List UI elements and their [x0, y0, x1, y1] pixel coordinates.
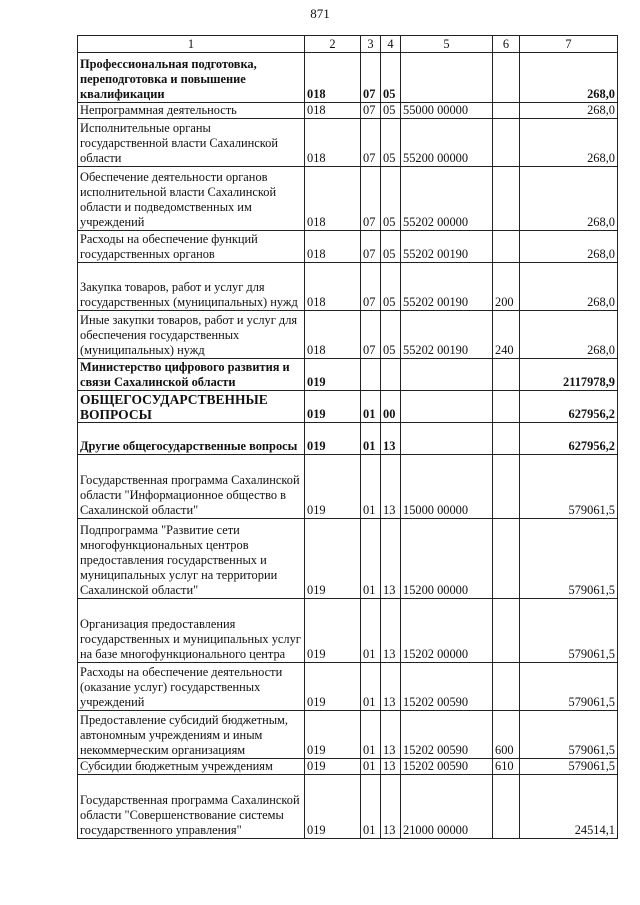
row-expense-type-cell [493, 119, 520, 167]
row-name-cell: Обеспечение деятельности органов исполнительной власти Сахалинской области и подведомственных им учреждений [78, 167, 305, 231]
row-expense-type-cell [493, 455, 520, 519]
row-name-cell: Профессиональная подготовка, переподготовка и повышение квалификации [78, 53, 305, 103]
table-row [78, 391, 618, 423]
row-subsection-cell [381, 359, 401, 391]
row-target-code-cell: 55000 00000 [401, 103, 493, 119]
row-name-cell: Другие общегосударственные вопросы [78, 423, 305, 455]
row-section-cell: 01 [361, 423, 381, 455]
row-expense-type-cell: 610 [493, 759, 520, 775]
row-subsection-cell: 13 [381, 759, 401, 775]
row-admin-code-cell: 019 [305, 711, 361, 759]
row-name-cell: Иные закупки товаров, работ и услуг для обеспечения государственных (муниципальных) нужд [78, 311, 305, 359]
header-col-2: 2 [305, 36, 361, 53]
row-expense-type-cell [493, 391, 520, 423]
row-target-code-cell [401, 53, 493, 103]
row-target-code-cell: 55202 00190 [401, 263, 493, 311]
table-row [78, 167, 618, 231]
row-subsection-cell: 13 [381, 519, 401, 599]
row-subsection-cell: 05 [381, 231, 401, 263]
row-target-code-cell [401, 423, 493, 455]
table-row [78, 359, 618, 391]
table-row [78, 311, 618, 359]
row-subsection-cell: 13 [381, 599, 401, 663]
row-subsection-cell: 05 [381, 103, 401, 119]
row-section-cell: 07 [361, 119, 381, 167]
row-section-cell [361, 359, 381, 391]
row-amount-cell: 24514,1 [520, 775, 618, 839]
row-expense-type-cell [493, 599, 520, 663]
row-admin-code-cell: 018 [305, 167, 361, 231]
row-section-cell: 01 [361, 711, 381, 759]
row-subsection-cell: 05 [381, 119, 401, 167]
row-admin-code-cell: 019 [305, 599, 361, 663]
row-target-code-cell: 15202 00000 [401, 599, 493, 663]
table-row [78, 263, 618, 311]
row-target-code-cell: 15000 00000 [401, 455, 493, 519]
row-expense-type-cell [493, 663, 520, 711]
row-section-cell: 07 [361, 263, 381, 311]
row-target-code-cell: 55202 00190 [401, 231, 493, 263]
row-section-cell: 07 [361, 167, 381, 231]
row-expense-type-cell [493, 519, 520, 599]
table-row [78, 103, 618, 119]
row-amount-cell: 579061,5 [520, 711, 618, 759]
row-name-cell: Организация предоставления государственных и муниципальных услуг на базе многофункционального центра [78, 599, 305, 663]
row-amount-cell: 268,0 [520, 167, 618, 231]
row-subsection-cell: 13 [381, 775, 401, 839]
row-expense-type-cell: 240 [493, 311, 520, 359]
table-row [78, 775, 618, 839]
row-section-cell: 01 [361, 391, 381, 423]
row-target-code-cell: 15202 00590 [401, 663, 493, 711]
row-section-cell: 01 [361, 775, 381, 839]
row-target-code-cell: 15200 00000 [401, 519, 493, 599]
row-admin-code-cell: 019 [305, 423, 361, 455]
row-name-cell: Расходы на обеспечение функций государственных органов [78, 231, 305, 263]
row-expense-type-cell: 200 [493, 263, 520, 311]
row-name-cell: Расходы на обеспечение деятельности (оказание услуг) государственных учреждений [78, 663, 305, 711]
row-admin-code-cell: 019 [305, 455, 361, 519]
row-admin-code-cell: 019 [305, 391, 361, 423]
row-subsection-cell: 13 [381, 423, 401, 455]
row-admin-code-cell: 019 [305, 519, 361, 599]
header-col-6: 6 [493, 36, 520, 53]
table-row [78, 53, 618, 103]
row-admin-code-cell: 018 [305, 119, 361, 167]
row-expense-type-cell [493, 53, 520, 103]
row-admin-code-cell: 018 [305, 103, 361, 119]
row-section-cell: 01 [361, 759, 381, 775]
row-expense-type-cell [493, 103, 520, 119]
row-amount-cell: 579061,5 [520, 519, 618, 599]
row-name-cell: Министерство цифрового развития и связи Сахалинской области [78, 359, 305, 391]
table-row [78, 423, 618, 455]
row-amount-cell: 268,0 [520, 103, 618, 119]
page-number: 871 [310, 6, 330, 21]
row-amount-cell: 579061,5 [520, 663, 618, 711]
row-amount-cell: 2117978,9 [520, 359, 618, 391]
table-row [78, 455, 618, 519]
table-row [78, 759, 618, 775]
row-name-cell: Непрограммная деятельность [78, 103, 305, 119]
row-expense-type-cell [493, 359, 520, 391]
row-name-cell: Подпрограмма "Развитие сети многофункциональных центров предоставления государственных и муниципальных услуг на территории Сахалинской области" [78, 519, 305, 599]
table-row [78, 519, 618, 599]
row-admin-code-cell: 018 [305, 263, 361, 311]
row-amount-cell: 627956,2 [520, 391, 618, 423]
row-subsection-cell: 05 [381, 53, 401, 103]
row-expense-type-cell: 600 [493, 711, 520, 759]
row-subsection-cell: 13 [381, 455, 401, 519]
header-col-3: 3 [361, 36, 381, 53]
header-col-1: 1 [78, 36, 305, 53]
row-name-cell: Закупка товаров, работ и услуг для государственных (муниципальных) нужд [78, 263, 305, 311]
row-amount-cell: 627956,2 [520, 423, 618, 455]
header-col-5: 5 [401, 36, 493, 53]
row-target-code-cell: 15202 00590 [401, 759, 493, 775]
row-amount-cell: 579061,5 [520, 759, 618, 775]
row-admin-code-cell: 019 [305, 775, 361, 839]
table-body [78, 53, 618, 839]
row-amount-cell: 579061,5 [520, 599, 618, 663]
row-section-cell: 07 [361, 231, 381, 263]
table-row [78, 599, 618, 663]
header-col-7: 7 [520, 36, 618, 53]
row-section-cell: 07 [361, 311, 381, 359]
row-amount-cell: 268,0 [520, 311, 618, 359]
row-name-cell: Предоставление субсидий бюджетным, автономным учреждениям и иным некоммерческим организациям [78, 711, 305, 759]
row-target-code-cell: 55202 00000 [401, 167, 493, 231]
row-amount-cell: 268,0 [520, 119, 618, 167]
row-expense-type-cell [493, 167, 520, 231]
row-section-cell: 01 [361, 519, 381, 599]
row-amount-cell: 268,0 [520, 263, 618, 311]
row-admin-code-cell: 018 [305, 311, 361, 359]
row-expense-type-cell [493, 423, 520, 455]
table-row [78, 231, 618, 263]
row-section-cell: 01 [361, 455, 381, 519]
table-row [78, 711, 618, 759]
row-amount-cell: 579061,5 [520, 455, 618, 519]
row-subsection-cell: 13 [381, 711, 401, 759]
row-admin-code-cell: 019 [305, 759, 361, 775]
row-target-code-cell: 21000 00000 [401, 775, 493, 839]
row-subsection-cell: 00 [381, 391, 401, 423]
row-name-cell: Субсидии бюджетным учреждениям [78, 759, 305, 775]
row-section-cell: 07 [361, 53, 381, 103]
row-subsection-cell: 13 [381, 663, 401, 711]
row-target-code-cell: 15202 00590 [401, 711, 493, 759]
row-admin-code-cell: 019 [305, 359, 361, 391]
row-name-cell: ОБЩЕГОСУДАРСТВЕННЫЕ ВОПРОСЫ [78, 391, 305, 423]
row-expense-type-cell [493, 775, 520, 839]
row-name-cell: Государственная программа Сахалинской области "Совершенствование системы государственного управления" [78, 775, 305, 839]
row-amount-cell: 268,0 [520, 231, 618, 263]
row-target-code-cell [401, 359, 493, 391]
budget-table [77, 35, 618, 839]
header-row [78, 36, 618, 53]
row-expense-type-cell [493, 231, 520, 263]
row-admin-code-cell: 019 [305, 663, 361, 711]
row-section-cell: 01 [361, 663, 381, 711]
row-name-cell: Исполнительные органы государственной власти Сахалинской области [78, 119, 305, 167]
row-name-cell: Государственная программа Сахалинской области "Информационное общество в Сахалинской области" [78, 455, 305, 519]
table-row [78, 663, 618, 711]
header-col-4: 4 [381, 36, 401, 53]
table-row [78, 119, 618, 167]
row-subsection-cell: 05 [381, 311, 401, 359]
row-admin-code-cell: 018 [305, 231, 361, 263]
row-target-code-cell: 55202 00190 [401, 311, 493, 359]
row-amount-cell: 268,0 [520, 53, 618, 103]
row-section-cell: 07 [361, 103, 381, 119]
row-target-code-cell: 55200 00000 [401, 119, 493, 167]
row-section-cell: 01 [361, 599, 381, 663]
row-subsection-cell: 05 [381, 263, 401, 311]
row-subsection-cell: 05 [381, 167, 401, 231]
row-admin-code-cell: 018 [305, 53, 361, 103]
row-target-code-cell [401, 391, 493, 423]
